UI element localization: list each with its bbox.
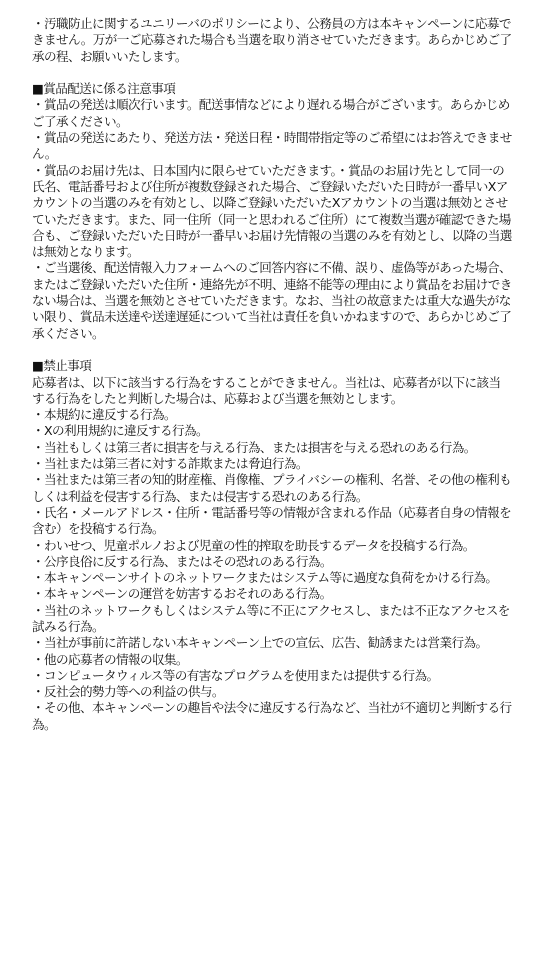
shipping-item: ・賞品のお届け先は、日本国内に限らせていただきます。・賞品のお届け先として同一の氏名、電話番号および住所が複数登録された場合、ご登録いただいた日時が一番早いXアカウントの当選のみを有効とし、以降ご登録いただいたXアカウントの当選は無効とさせていただきます。また、同一住所（同一と思われるご住所）にて複数当選が確認できた場合も、ご登録いただいた日時が一番早いお届け先情報の当選のみを有効とし、以降の当選は無効となります。 — [32, 162, 512, 260]
shipping-heading: ■賞品配送に係る注意事項 — [32, 81, 176, 97]
prohibited-item: ・コンピュータウィルス等の有害なプログラムを使用または提供する行為。 — [32, 667, 439, 683]
prohibited-item: ・当社のネットワークもしくはシステム等に不正にアクセスし、または不正なアクセスを試みる行為。 — [32, 602, 510, 634]
prohibited-item: ・氏名・メールアドレス・住所・電話番号等の情報が含まれる作品（応募者自身の情報を含む）を投稿する行為。 — [32, 504, 512, 537]
prohibited-item: ・当社または第三者に対する詐欺または脅迫行為。 — [32, 456, 308, 472]
prohibited-section — [32, 358, 512, 733]
intro-paragraph: ・汚職防止に関するユニリーバのポリシーにより、公務員の方は本キャンペーンに応募できません。万が一ご応募された場合も当選を取り消させていただきます。あらかじめご了承の程、お願いいたします。 — [32, 16, 512, 64]
prohibited-item: ・本キャンペーンの運営を妨害するおそれのある行為。 — [32, 586, 332, 602]
shipping-item: ・賞品の発送にあたり、発送方法・発送日程・時間帯指定等のご希望にはお答えできません。 — [32, 130, 512, 162]
shipping-section — [32, 81, 512, 342]
shipping-item: ・賞品の発送は順次行います。配送事情などにより遅れる場合がございます。あらかじめご了承ください。 — [32, 97, 510, 129]
prohibited-item: ・当社または第三者の知的財産権、肖像権、プライバシーの権利、名誉、その他の権利もしくは利益を侵害する行為、または侵害する恐れのある行為。 — [32, 472, 512, 504]
prohibited-item: ・他の応募者の情報の収集。 — [32, 651, 188, 667]
prohibited-item: ・当社が事前に許諾しない本キャンペーン上での宣伝、広告、勧誘または営業行為。 — [32, 635, 488, 651]
spacer — [32, 342, 512, 358]
prohibited-item: ・当社もしくは第三者に損害を与える行為、または損害を与える恐れのある行為。 — [32, 439, 476, 455]
terms-document — [32, 16, 512, 733]
prohibited-item: ・本キャンペーンサイトのネットワークまたはシステム等に過度な負荷をかける行為。 — [32, 570, 498, 586]
prohibited-lead: 応募者は、以下に該当する行為をすることができません。当社は、応募者が以下に該当する行為をしたと判断した場合は、応募および当選を無効とします。 — [32, 374, 501, 406]
prohibited-item: ・Xの利用規約に違反する行為。 — [32, 423, 208, 439]
prohibited-item: ・わいせつ、児童ポルノおよび児童の性的搾取を助長するデータを投稿する行為。 — [32, 537, 475, 553]
prohibited-item: ・本規約に違反する行為。 — [32, 407, 176, 423]
shipping-item: ・ご当選後、配送情報入力フォームへのご回答内容に不備、誤り、虚偽等があった場合、またはご登録いただいた住所・連絡先が不明、連絡不能等の理由により賞品をお届けできない場合は、当選を無効とさせていただきます。なお、当社の故意または重大な過失がない限り、賞品未送達や送達遅延について当社は責任を負いかねますので、あらかじめご了承ください。 — [32, 260, 512, 341]
prohibited-item: ・反社会的勢力等への利益の供与。 — [32, 684, 224, 700]
prohibited-item: ・その他、本キャンペーンの趣旨や法令に違反する行為など、当社が不適切と判断する行為。 — [32, 700, 512, 732]
prohibited-item: ・公序良俗に反する行為、またはその恐れのある行為。 — [32, 553, 332, 569]
prohibited-heading: ■禁止事項 — [32, 358, 92, 374]
spacer — [32, 65, 512, 81]
